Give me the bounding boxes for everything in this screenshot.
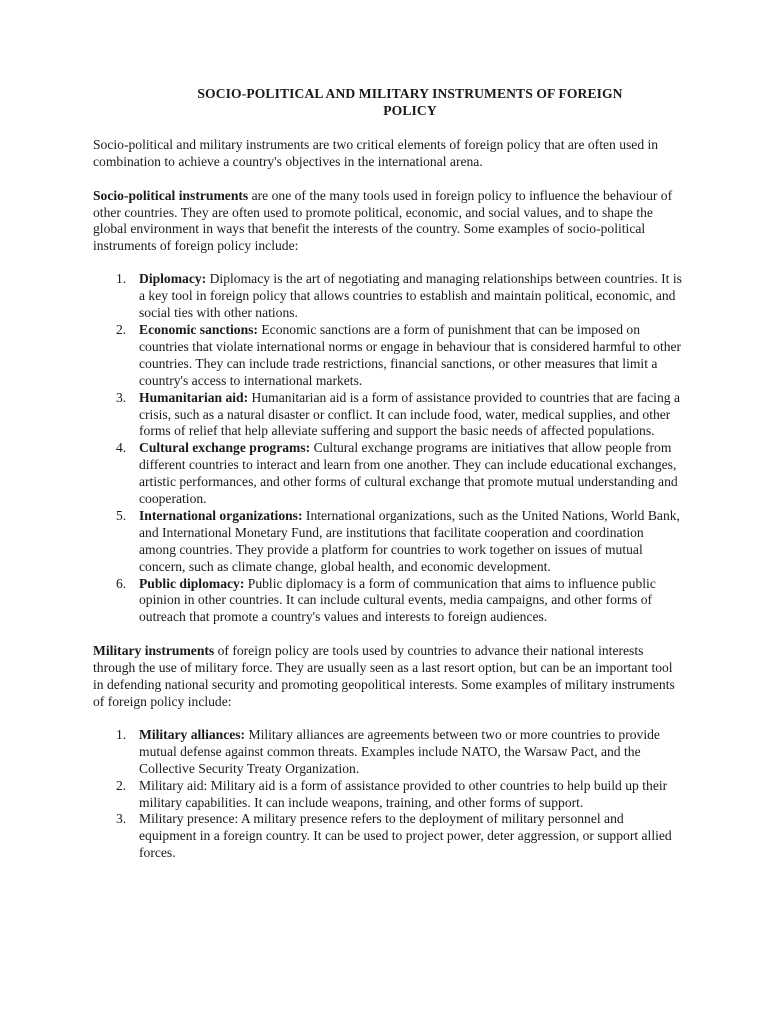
- socio-political-list: [93, 271, 683, 626]
- list-number: 1.: [116, 726, 127, 742]
- military-heading: Military instruments: [93, 643, 215, 659]
- list-item: [93, 727, 683, 778]
- list-text: Economic sanctions are a form of punishment that can be imposed on countries that violate international norms or engage in behaviour that is considered harmful to other countries. They can include trade restrictions, financial sanctions, or other measures that limit a country's access to international markets.: [139, 321, 682, 388]
- list-text: International organizations, such as the United Nations, World Bank, and International Monetary Fund, are institutions that facilitate cooperation and coordination among countries. They provide a platform for countries to work together on issues of mutual concern, such as climate change, global health, and economic development.: [139, 507, 680, 574]
- title-line-2: POLICY: [383, 102, 437, 118]
- list-item: [93, 576, 683, 627]
- military-intro-text: of foreign policy are tools used by countries to advance their national interests through the use of military force. They are usually seen as a last resort option, but can be an important tool in defending national security and promoting geopolitical interests. Some examples of military instruments of foreign policy include:: [93, 643, 675, 709]
- list-text: Military aid: Military aid is a form of assistance provided to other countries to help build up their military capabilities. It can include weapons, training, and other forms of support.: [139, 777, 668, 810]
- list-number: 1.: [116, 271, 127, 287]
- list-number: 2.: [116, 321, 127, 337]
- list-term: Economic sanctions:: [139, 321, 258, 337]
- list-text: Diplomacy is the art of negotiating and managing relationships between countries. It is a key tool in foreign policy that allows countries to establish and maintain political, economic, and social ties with other nations.: [139, 271, 682, 321]
- document-body: [93, 86, 683, 862]
- list-number: 2.: [116, 777, 127, 793]
- list-item: [93, 440, 683, 508]
- socio-political-intro: [93, 188, 683, 256]
- document-title: [93, 86, 683, 120]
- list-text: Military presence: A military presence refers to the deployment of military personnel and equipment in a foreign country. It can be used to project power, deter aggression, or support allied forces.: [139, 811, 672, 861]
- socio-political-intro-text: are one of the many tools used in foreign policy to influence the behaviour of other countries. They are often used to promote political, economic, and social values, and to shape the global environment in ways that benefit the interests of the country. Some examples of socio-political instruments of foreign policy include:: [93, 187, 673, 254]
- intro-paragraph: Socio-political and military instruments are two critical elements of foreign policy that are often used in combination to achieve a country's objectives in the international arena.: [93, 136, 659, 169]
- socio-political-heading: Socio-political instruments: [93, 187, 249, 203]
- list-text: Cultural exchange programs are initiatives that allow people from different countries to interact and learn from one another. They can include educational exchanges, artistic performances, and other forms of cultural exchange that promote mutual understanding and cooperation.: [139, 440, 678, 507]
- military-list: [93, 727, 683, 862]
- list-term: Cultural exchange programs:: [139, 440, 311, 456]
- list-number: 3.: [116, 389, 127, 405]
- list-term: Humanitarian aid:: [139, 389, 249, 405]
- list-number: 6.: [116, 575, 127, 591]
- list-text: Military alliances are agreements between two or more countries to provide mutual defense against common threats. Examples include NATO, the Warsaw Pact, and the Collective Security Treaty Organization.: [139, 726, 660, 776]
- list-term: Military alliances:: [139, 726, 246, 742]
- title-line-1: SOCIO-POLITICAL AND MILITARY INSTRUMENTS OF FOREIGN: [197, 86, 623, 101]
- list-term: International organizations:: [139, 507, 303, 523]
- list-number: 3.: [116, 811, 127, 827]
- list-item: [93, 778, 683, 812]
- military-intro: [93, 643, 683, 711]
- list-item: [93, 508, 683, 576]
- list-item: [93, 390, 683, 441]
- list-item: [93, 811, 683, 862]
- list-text: Humanitarian aid is a form of assistance provided to countries that are facing a crisis, such as a natural disaster or conflict. It can include food, water, medical supplies, and other forms of relief that help alleviate suffering and support the basic needs of affected populations.: [139, 389, 680, 439]
- list-item: [93, 271, 683, 322]
- list-term: Public diplomacy:: [139, 575, 245, 591]
- list-item: [93, 322, 683, 390]
- list-number: 5.: [116, 507, 127, 523]
- list-number: 4.: [116, 440, 127, 456]
- list-text: Public diplomacy is a form of communication that aims to influence public opinion in other countries. It can include cultural events, media campaigns, and other forms of outreach that promote a country's values and interests to foreign audiences.: [139, 575, 656, 625]
- list-term: Diplomacy:: [139, 271, 207, 287]
